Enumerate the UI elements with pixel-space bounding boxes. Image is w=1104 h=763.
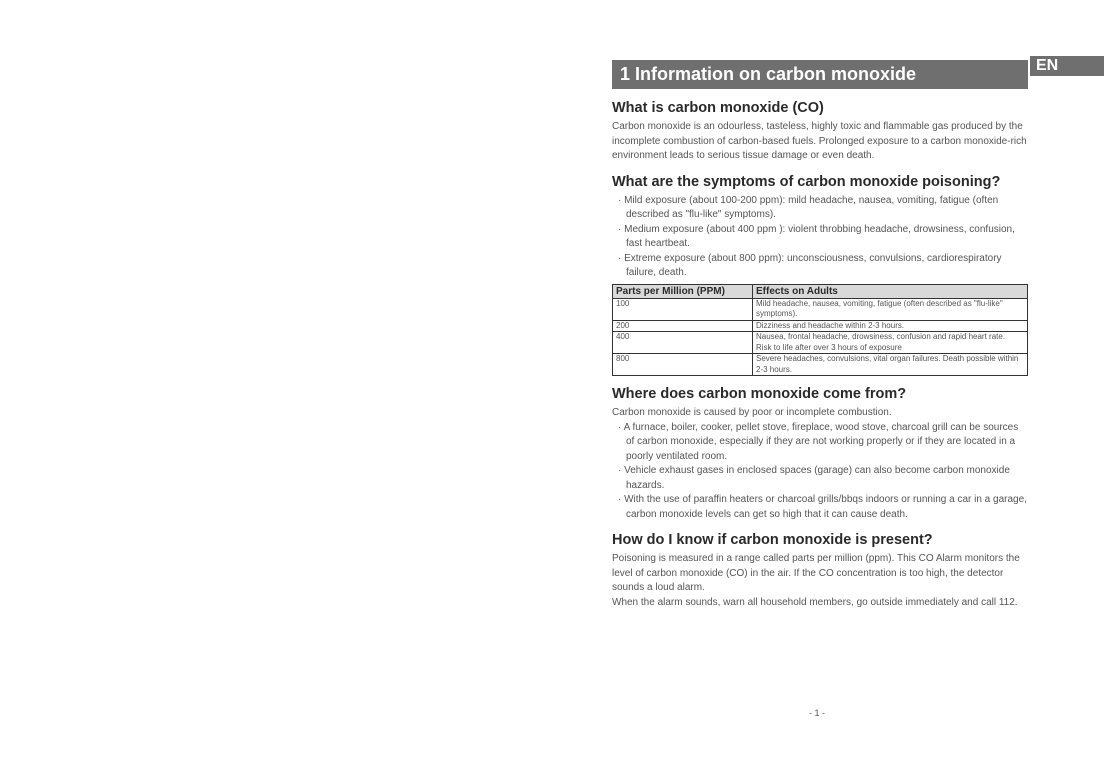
sources-list [618,421,1028,523]
heading-detection: How do I know if carbon monoxide is present? [612,532,933,548]
page-number: - 1 - [808,708,825,718]
symptoms-list [618,194,1028,281]
table-row [613,332,1028,354]
effect-line: Risk to life after over 3 hours of exposure [756,342,902,352]
list-item: · Medium exposure (about 400 ppm ): violent throbbing headache, drowsiness, confusion, fast heartbeat. [618,223,1028,252]
list-item: · Vehicle exhaust gases in enclosed spaces (garage) can also become carbon monoxide hazards. [618,464,1028,493]
table-row [613,354,1028,376]
heading-symptoms: What are the symptoms of carbon monoxide poisoning? [612,173,1001,190]
page-title: 1 Information on carbon monoxide [612,60,1028,89]
table-header-effects: Effects on Adults [753,284,1028,298]
list-item: · Extreme exposure (about 800 ppm): unconsciousness, convulsions, cardiorespiratory failure, death. [618,252,1028,281]
language-tab: EN [1030,56,1104,76]
table-cell-effect [753,332,1028,354]
table-header-ppm: Parts per Million (PPM) [613,284,753,298]
effect-line: Nausea, frontal headache, drowsiness, confusion and rapid heart rate. [756,332,1006,341]
table-row [613,320,1028,332]
paragraph-what-is-co: Carbon monoxide is an odourless, tasteless, highly toxic and flammable gas produced by the incomplete combustion of carbon-based fuels. Prolonged exposure to a carbon monoxide-rich environment leads to serious tissue damage or even death. [612,121,1027,161]
table-cell-effect: Mild headache, nausea, vomiting, fatigue (often described as "flu-like" symptoms). [753,298,1028,320]
table-cell-ppm: 200 [613,320,753,332]
table-cell-effect: Dizziness and headache within 2-3 hours. [753,320,1028,332]
page-content [612,60,1028,610]
table-cell-ppm: 100 [613,298,753,320]
paragraph-detection: Poisoning is measured in a range called parts per million (ppm). This CO Alarm monitors the level of carbon monoxide (CO) in the air. If the CO concentration is too high, the detector sounds a loud alarm. [612,553,1020,593]
table-cell-ppm: 800 [613,354,753,376]
list-item: · With the use of paraffin heaters or charcoal grills/bbqs indoors or running a car in a garage, carbon monoxide levels can get so high that it can cause death. [618,493,1028,522]
table-cell-ppm: 400 [613,332,753,354]
list-item: · A furnace, boiler, cooker, pellet stove, fireplace, wood stove, charcoal grill can be sources of carbon monoxide, especially if they are not working properly or if they are located in a poorly ventilated room. [618,421,1028,465]
heading-what-is-co: What is carbon monoxide (CO) [612,100,824,116]
list-item: · Mild exposure (about 100-200 ppm): mild headache, nausea, vomiting, fatigue (often described as "flu-like" symptoms). [618,194,1028,223]
paragraph-sources: Carbon monoxide is caused by poor or incomplete combustion. [612,407,892,418]
heading-sources: Where does carbon monoxide come from? [612,386,907,402]
paragraph-alarm-action: When the alarm sounds, warn all household members, go outside immediately and call 112. [612,596,1018,608]
table-header-row [613,284,1028,298]
table-cell-effect: Severe headaches, convulsions, vital organ failures. Death possible within 2-3 hours. [753,354,1028,376]
ppm-effects-table [612,284,1028,377]
table-row [613,298,1028,320]
